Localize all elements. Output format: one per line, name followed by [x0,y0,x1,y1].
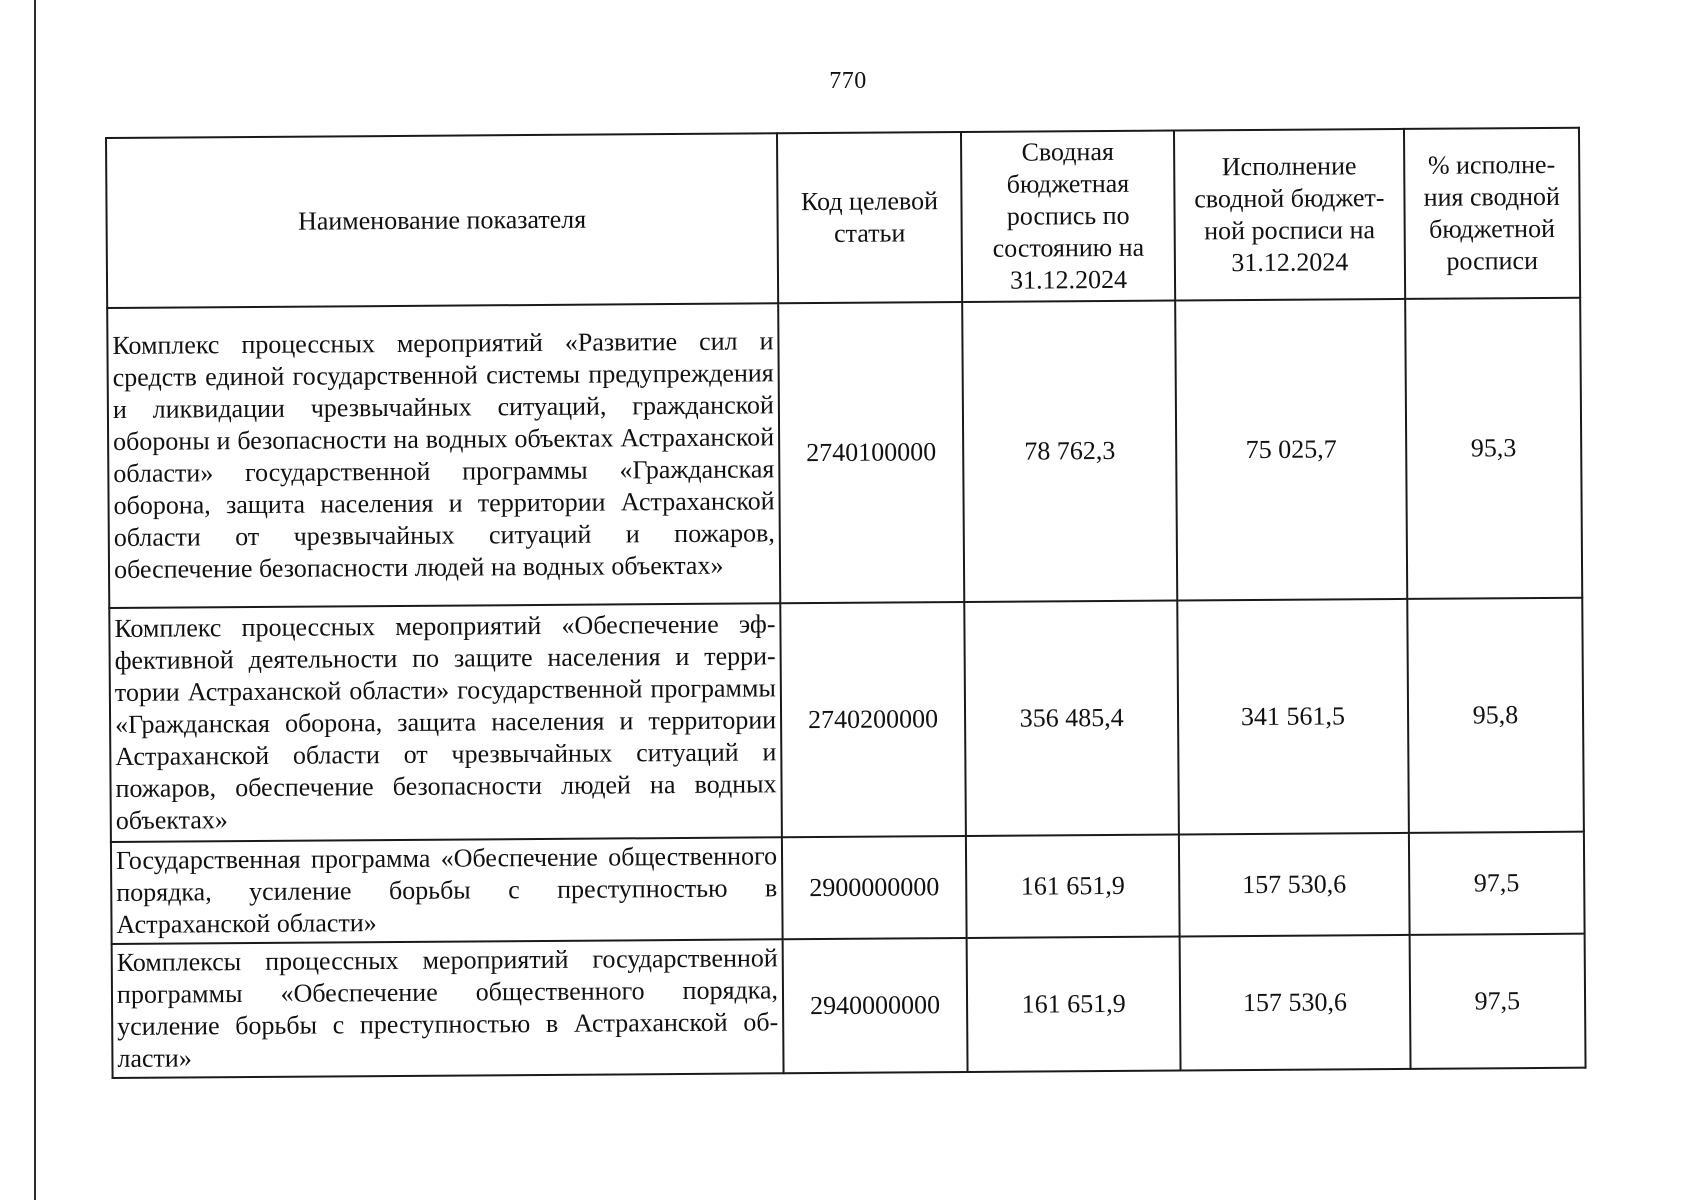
row-budget-plan: 161 651,9 [966,835,1180,938]
row-indicator-name: Комплекс процессных мероприятий «Обеспечение эффективной деятельности по защите населения и территории Астраханской области» государственной программы «Гражданская оборона, защита населения и территории Астраханской области от чрезвычайных ситуаций и пожаров, обеспечение безопасности людей на водных объектах» [109,603,782,842]
row-budget-execution: 341 561,5 [1177,599,1408,835]
row-budget-plan: 78 762,3 [962,301,1177,602]
row-execution-percent: 97,5 [1409,934,1585,1069]
table-row [107,298,1582,608]
header-budget-plan: Сводная бюджетная роспись по состоянию на 31.12.2024 [961,131,1175,302]
header-indicator-name: Наименование показателя [106,133,778,308]
budget-execution-table [105,127,1587,1079]
scan-edge-line [34,0,36,1200]
row-indicator-name: Государственная программа «Обеспечение общественного порядка, усиление борьбы с преступностью в Астраханской области» [111,837,783,944]
row-budget-execution: 157 530,6 [1179,833,1409,937]
header-budget-execution: Исполнение сводной бюджет-ной росписи на 31.12.2024 [1174,129,1405,301]
table-row [111,832,1585,944]
row-execution-percent: 95,3 [1405,298,1582,599]
row-target-code: 2940000000 [783,938,968,1073]
row-execution-percent: 95,8 [1407,598,1584,833]
table-header-row [106,128,1580,308]
page-number: 770 [829,68,867,94]
row-target-code: 2740100000 [778,302,964,603]
table-row [112,934,1586,1078]
row-budget-plan: 161 651,9 [967,937,1181,1072]
header-target-code: Код целевой статьи [777,132,962,303]
row-budget-execution: 157 530,6 [1180,935,1410,1071]
table-row [109,598,1584,842]
row-indicator-name: Комплексы процессных мероприятий государственной программы «Обеспечение общественного порядка, усиление борьбы с преступностью в Астраханской области» [112,939,784,1078]
row-budget-plan: 356 485,4 [964,601,1179,836]
row-budget-execution: 75 025,7 [1175,299,1407,601]
row-target-code: 2900000000 [782,836,967,939]
row-target-code: 2740200000 [780,602,966,837]
row-execution-percent: 97,5 [1409,832,1585,935]
header-execution-percent: % исполне-ния сводной бюджетной росписи [1404,128,1581,299]
row-indicator-name: Комплекс процессных мероприятий «Развитие сил и средств единой государственной системы предупреждения и ликвидации чрезвычайных ситуаций, гражданской обороны и безопасности на водных объектах Астраханской области» государственной программы «Гражданская оборона, защита населения и территории Астраханской области от чрезвычайных ситуаций и пожаров, обеспечение безопасности людей на водных объектах» [107,303,780,608]
